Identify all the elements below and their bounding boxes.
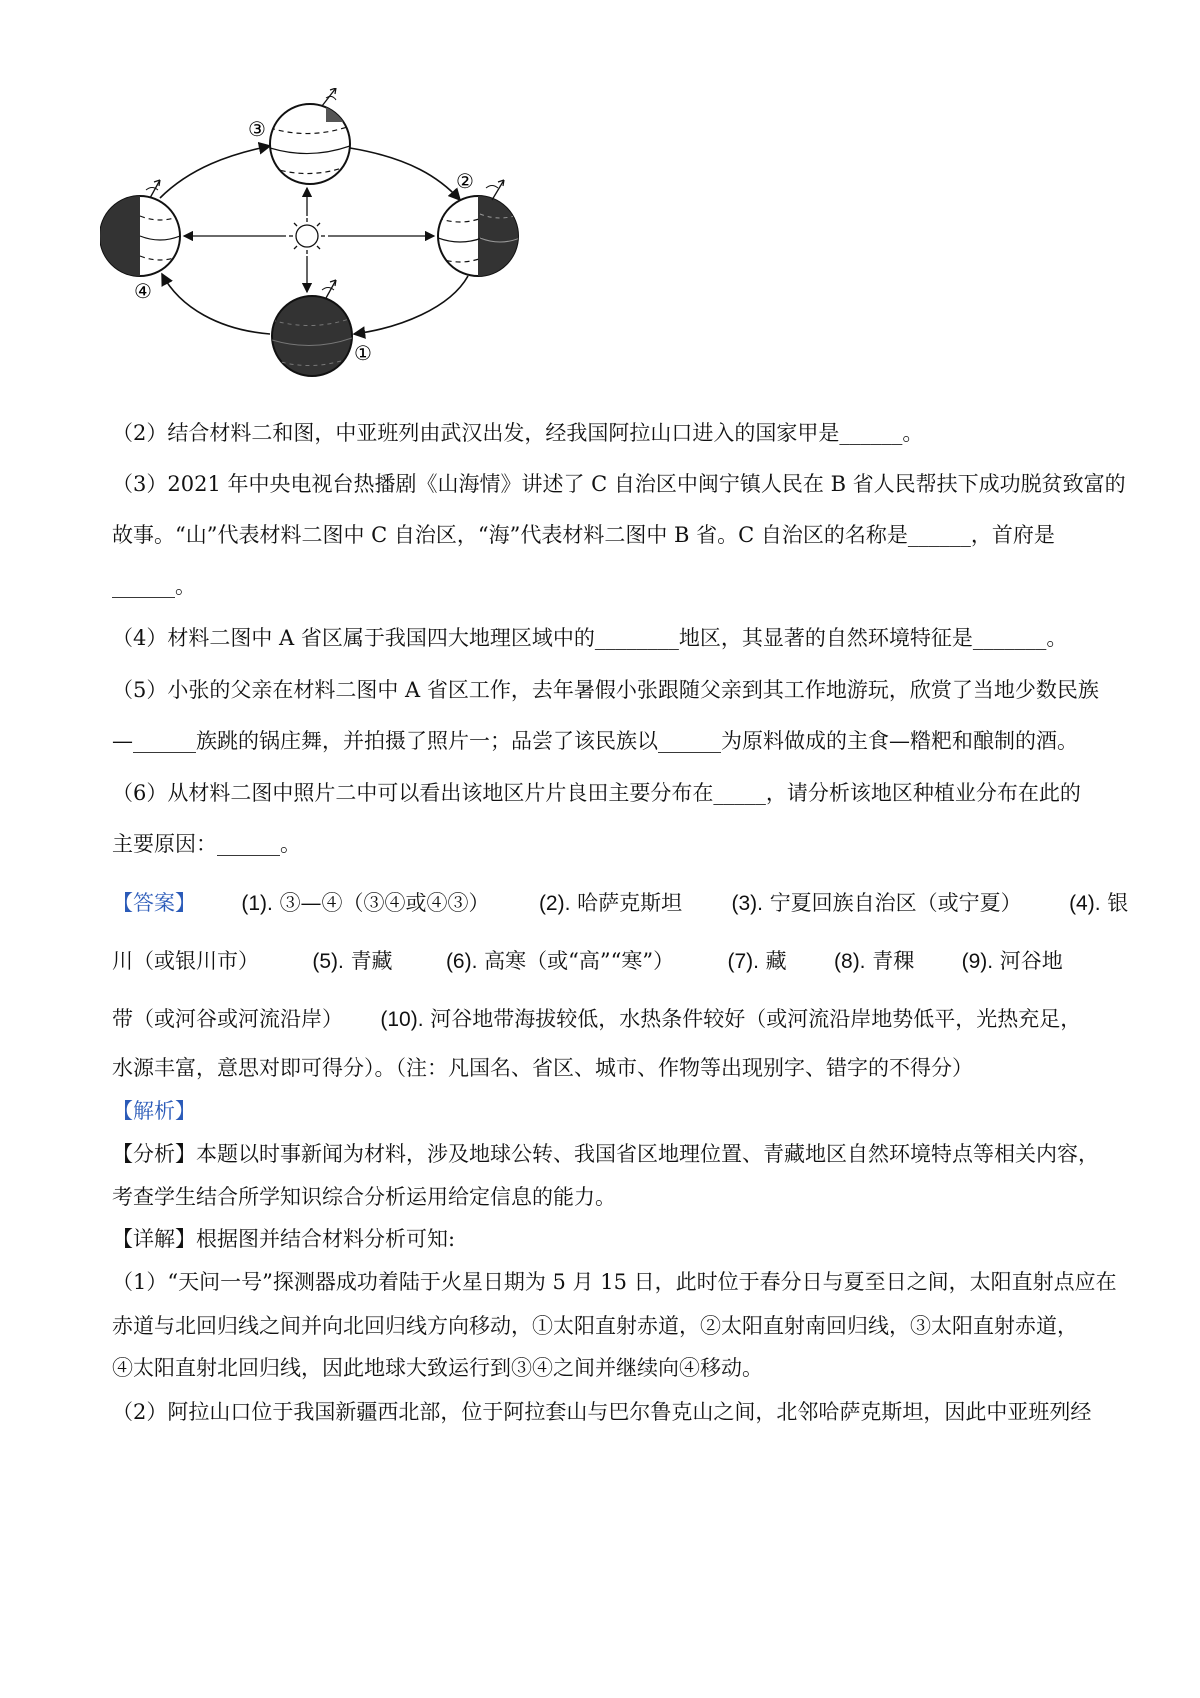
answer-num: (2). (538, 892, 571, 915)
analysis-xiangjie: 【详解】根据图并结合材料分析可知: (112, 1227, 456, 1251)
answer-text: 青藏 (350, 949, 393, 973)
question-5-line-2: —______族跳的锅庄舞，并拍摄了照片一；品尝了该民族以______为原料做成的主食—糌粑和酿制的酒。 (112, 729, 1078, 753)
question-4: （4）材料二图中 A 省区属于我国四大地理区域中的________地区，其显著的自然环境特征是_______。 (112, 626, 1068, 650)
answer-num: (4). (1069, 892, 1101, 915)
earth-position-3 (270, 88, 352, 184)
question-3-line-2: 故事。“山”代表材料二图中 C 自治区，“海”代表材料二图中 B 省。C 自治区的名称是______，首府是 (112, 523, 1055, 547)
answer-num: (6). (445, 950, 478, 973)
answer-text: 藏 (765, 949, 787, 973)
answer-label: 【答案】 (112, 891, 196, 915)
earth-position-4 (100, 180, 180, 288)
earth-position-2 (438, 180, 520, 288)
answer-text: 哈萨克斯坦 (577, 891, 683, 915)
earth-position-1 (272, 280, 352, 376)
answer-text: 水源丰富，意思对即可得分）。（注：凡国名、省区、城市、作物等出现别字、错字的不得分） (112, 1056, 973, 1080)
answer-num: (5). (312, 950, 344, 973)
answer-num: (10). (380, 1008, 424, 1031)
answer-text: 带（或河谷或河流沿岸） (112, 1007, 343, 1031)
answer-num: (1). (241, 892, 273, 915)
answer-num: (8). (834, 950, 866, 973)
answer-text: 河谷地 (999, 949, 1063, 973)
analysis-p1-line-3: ④太阳直射北回归线，因此地球大致运行到③④之间并继续向④移动。 (112, 1356, 763, 1380)
answer-text: 宁夏回族自治区（或宁夏） (769, 891, 1022, 915)
answer-num: (3). (731, 892, 763, 915)
answer-text: 银 (1107, 891, 1129, 915)
sun-icon (289, 218, 325, 254)
analysis-p2-line-1: （2）阿拉山口位于我国新疆西北部，位于阿拉套山与巴尔鲁克山之间，北邻哈萨克斯坦，因此中亚班列经 (112, 1400, 1092, 1424)
answer-text: 高寒（或“高”“寒”） (484, 949, 675, 973)
answer-text: 川（或银川市） (112, 949, 259, 973)
answer-text: ③—④（③④或④③） (279, 891, 490, 915)
analysis-fenxi-line-1: 【分析】本题以时事新闻为材料，涉及地球公转、我国省区地理位置、青藏地区自然环境特点等相关内容， (112, 1142, 1099, 1166)
label-position-2: ② (456, 169, 474, 193)
question-5-line-1: （5）小张的父亲在材料二图中 A 省区工作，去年暑假小张跟随父亲到其工作地游玩，欣赏了当地少数民族 (112, 678, 1099, 702)
question-2: （2）结合材料二和图，中亚班列由武汉出发，经我国阿拉山口进入的国家甲是______。 (112, 421, 924, 445)
answer-line-1 (112, 893, 1128, 914)
question-3-line-1: （3）2021 年中央电视台热播剧《山海情》讲述了 C 自治区中闽宁镇人民在 B 省人民帮扶下成功脱贫致富的 (112, 472, 1126, 496)
answer-line-2 (112, 951, 1063, 972)
label-position-1: ① (354, 341, 372, 365)
label-position-4: ④ (134, 279, 152, 303)
question-6-line-1: （6）从材料二图中照片二中可以看出该地区片片良田主要分布在_____，请分析该地区种植业分布在此的 (112, 781, 1081, 805)
question-3-line-3: ______。 (112, 574, 196, 598)
sunlight-arrows (184, 188, 434, 292)
answer-text: 河谷地带海拔较低，水热条件较好（或河流沿岸地势低平，光热充足， (430, 1007, 1082, 1031)
answer-num: (9). (961, 950, 994, 973)
label-position-3: ③ (248, 117, 266, 141)
question-6-line-2: 主要原因：______。 (112, 832, 301, 856)
analysis-fenxi-line-2: 考查学生结合所学知识综合分析运用给定信息的能力。 (112, 1185, 616, 1209)
answer-text: 青稞 (872, 949, 915, 973)
analysis-p1-line-2: 赤道与北回归线之间并向北回归线方向移动，①太阳直射赤道，②太阳直射南回归线，③太阳直射赤道， (112, 1314, 1078, 1338)
answer-line-3 (112, 1009, 1081, 1030)
analysis-label: 【解析】 (112, 1099, 196, 1123)
analysis-p1-line-1: （1）“天问一号”探测器成功着陆于火星日期为 5 月 15 日，此时位于春分日与夏至日之间，太阳直射点应在 (112, 1270, 1117, 1294)
answer-num: (7). (727, 950, 759, 973)
answer-line-4 (112, 1058, 973, 1079)
earth-orbit-diagram (100, 88, 570, 418)
